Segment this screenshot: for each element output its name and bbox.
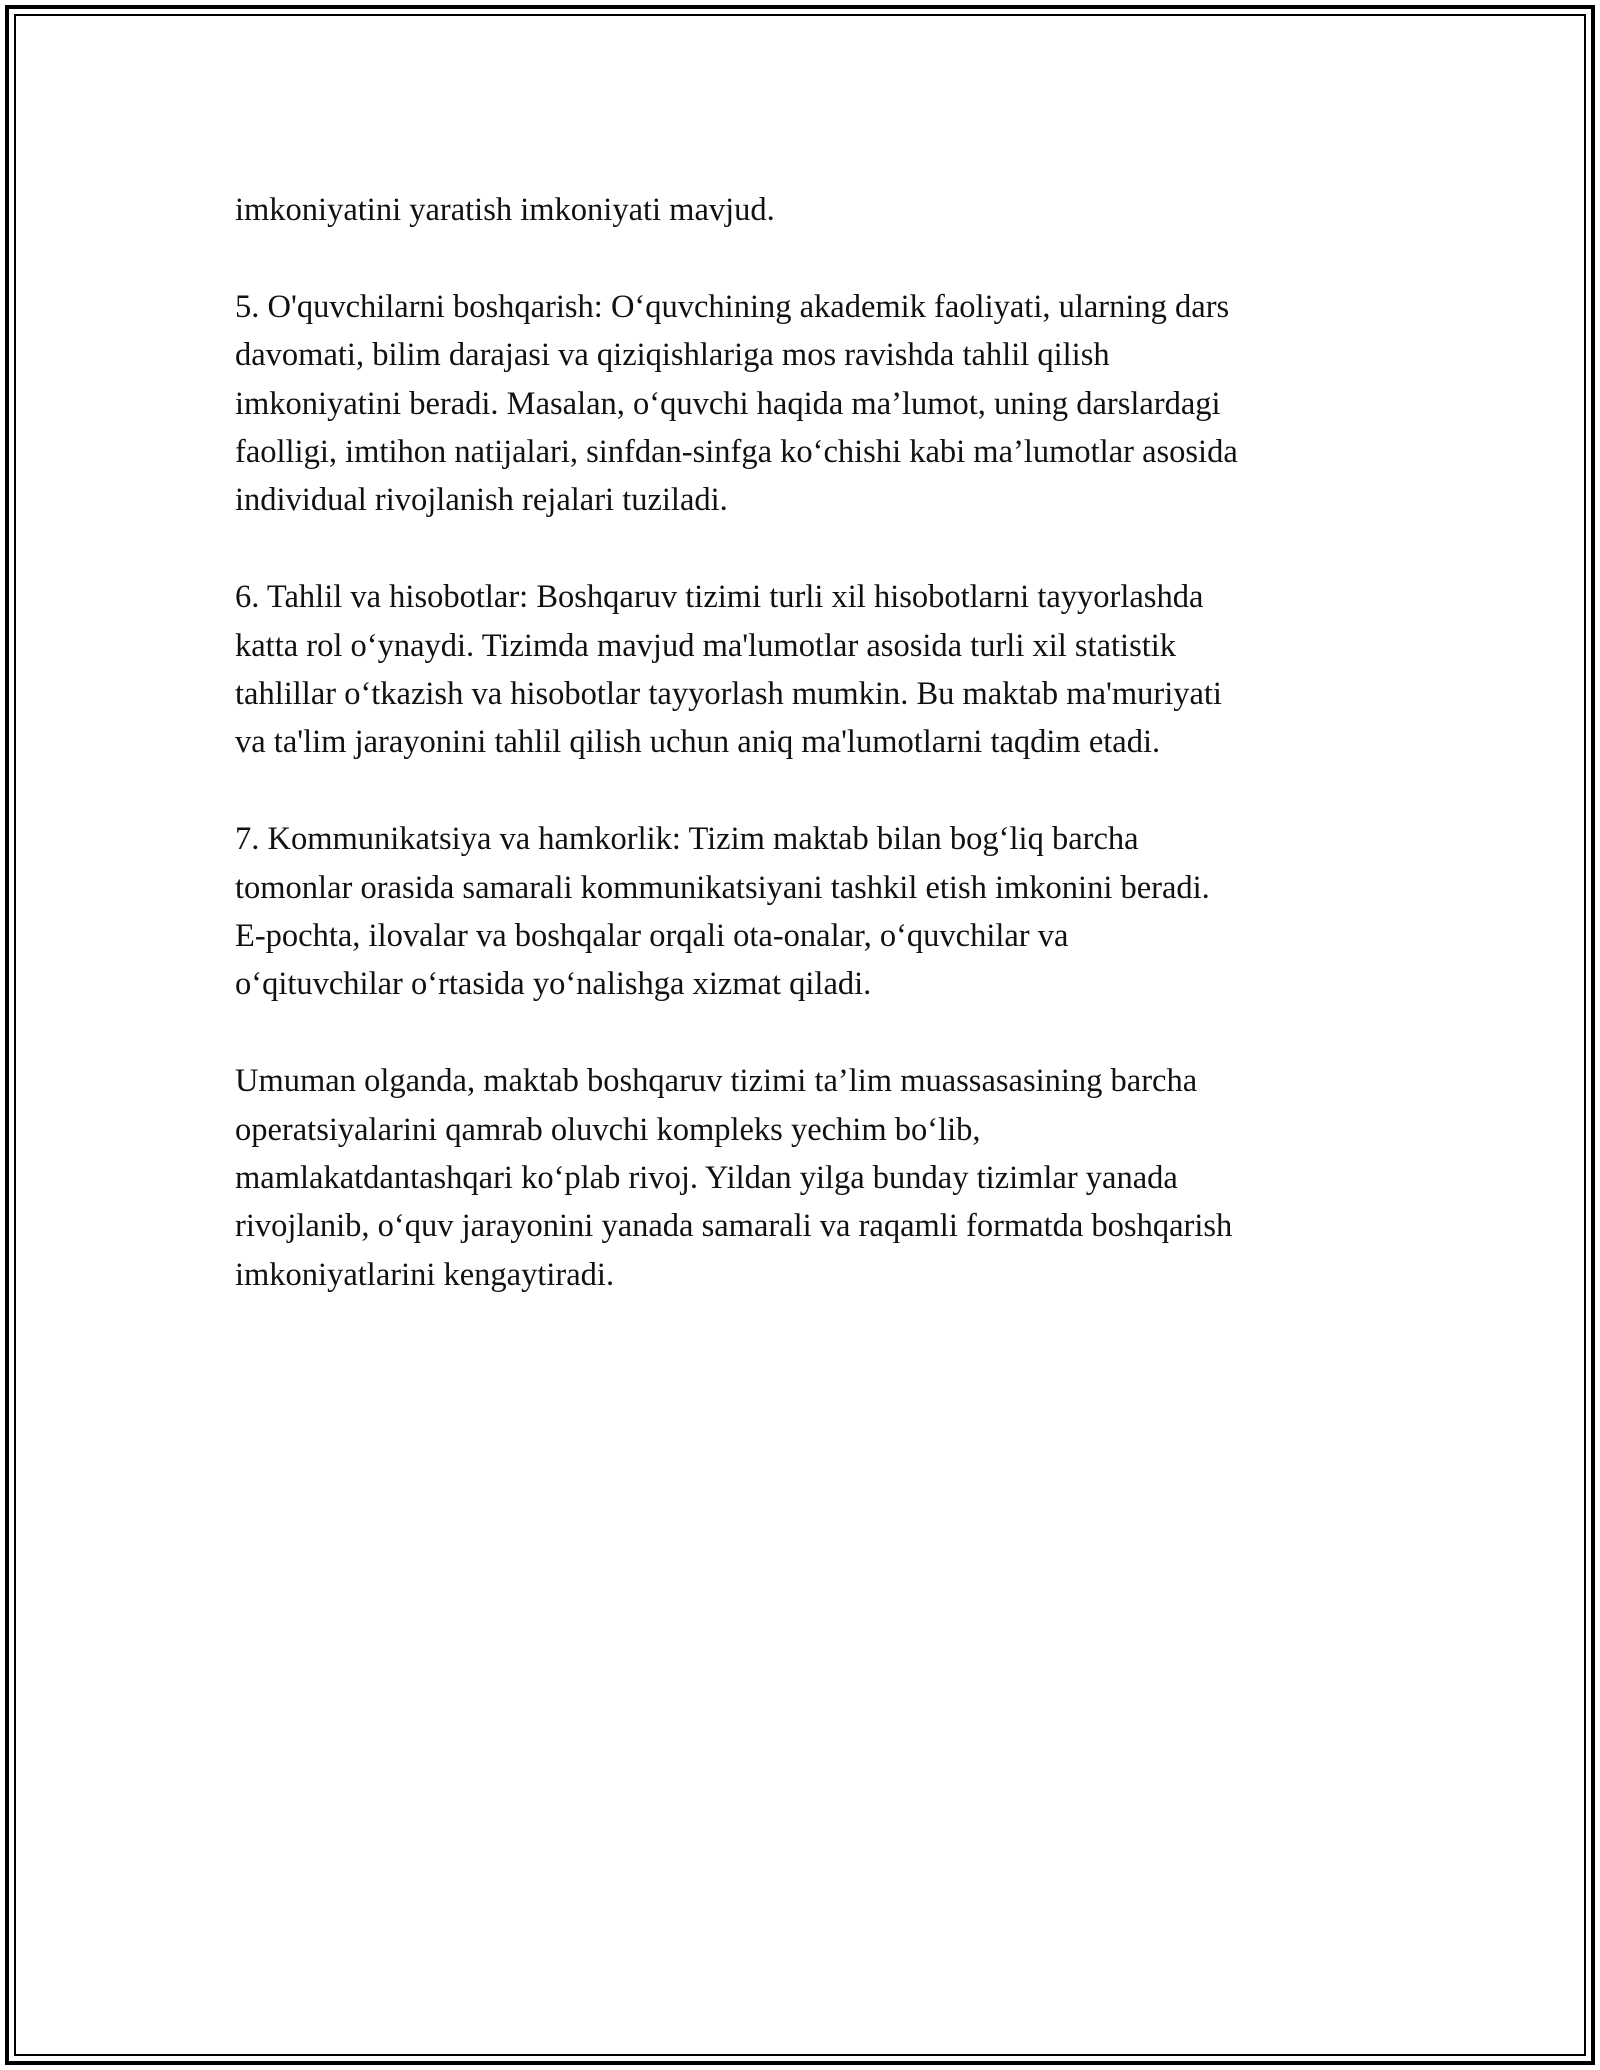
text-line: operatsiyalarini qamrab oluvchi kompleks yechim bo‘lib, — [235, 1111, 981, 1148]
text-line: imkoniyatini beradi. Masalan, o‘quvchi haqida ma’lumot, uning darslardagi — [235, 385, 1221, 422]
text-line: katta rol o‘ynaydi. Tizimda mavjud ma'lumotlar asosida turli xil statistik — [235, 627, 1177, 664]
text-line: davomati, bilim darajasi va qiziqishlariga mos ravishda tahlil qilish — [235, 337, 1110, 374]
text-line: individual rivojlanish rejalari tuziladi. — [235, 482, 728, 519]
text-line: rivojlanib, o‘quv jarayonini yanada samarali va raqamli formatda boshqarish — [235, 1208, 1233, 1245]
paragraph-communication — [235, 815, 1385, 1009]
text-line: mamlakatdantashqari ko‘plab rivoj. Yildan yilga bunday tizimlar yanada — [235, 1160, 1178, 1197]
document-body — [235, 186, 1385, 1348]
text-line: tahlillar o‘tkazish va hisobotlar tayyorlash mumkin. Bu maktab ma'muriyati — [235, 676, 1222, 713]
text-line: va ta'lim jarayonini tahlil qilish uchun aniq ma'lumotlarni taqdim etadi. — [235, 724, 1161, 761]
text-line: faolligi, imtihon natijalari, sinfdan-sinfga ko‘chishi kabi ma’lumotlar asosida — [235, 434, 1238, 471]
text-line: 6. Tahlil va hisobotlar: Boshqaruv tizimi turli xil hisobotlarni tayyorlashda — [235, 579, 1204, 616]
text-line: 5. O'quvchilarni boshqarish: O‘quvchining akademik faoliyati, ularning dars — [235, 288, 1230, 325]
paragraph-student-management — [235, 283, 1385, 525]
text-line: tomonlar orasida samarali kommunikatsiyani tashkil etish imkonini beradi. — [235, 869, 1210, 906]
text-line: 7. Kommunikatsiya va hamkorlik: Tizim maktab bilan bog‘liq barcha — [235, 821, 1139, 858]
text-line: o‘qituvchilar o‘rtasida yo‘nalishga xizmat qiladi. — [235, 966, 872, 1003]
paragraph-intro-end — [235, 186, 1385, 234]
text-line: Umuman olganda, maktab boshqaruv tizimi ta’lim muassasasining barcha — [235, 1063, 1198, 1100]
paragraph-conclusion — [235, 1057, 1385, 1299]
text-line: imkoniyatlarini kengaytiradi. — [235, 1256, 615, 1293]
text-line: E-pochta, ilovalar va boshqalar orqali ota-onalar, o‘quvchilar va — [235, 918, 1069, 955]
text-line: imkoniyatini yaratish imkoniyati mavjud. — [235, 192, 775, 228]
paragraph-analysis-reports — [235, 573, 1385, 767]
